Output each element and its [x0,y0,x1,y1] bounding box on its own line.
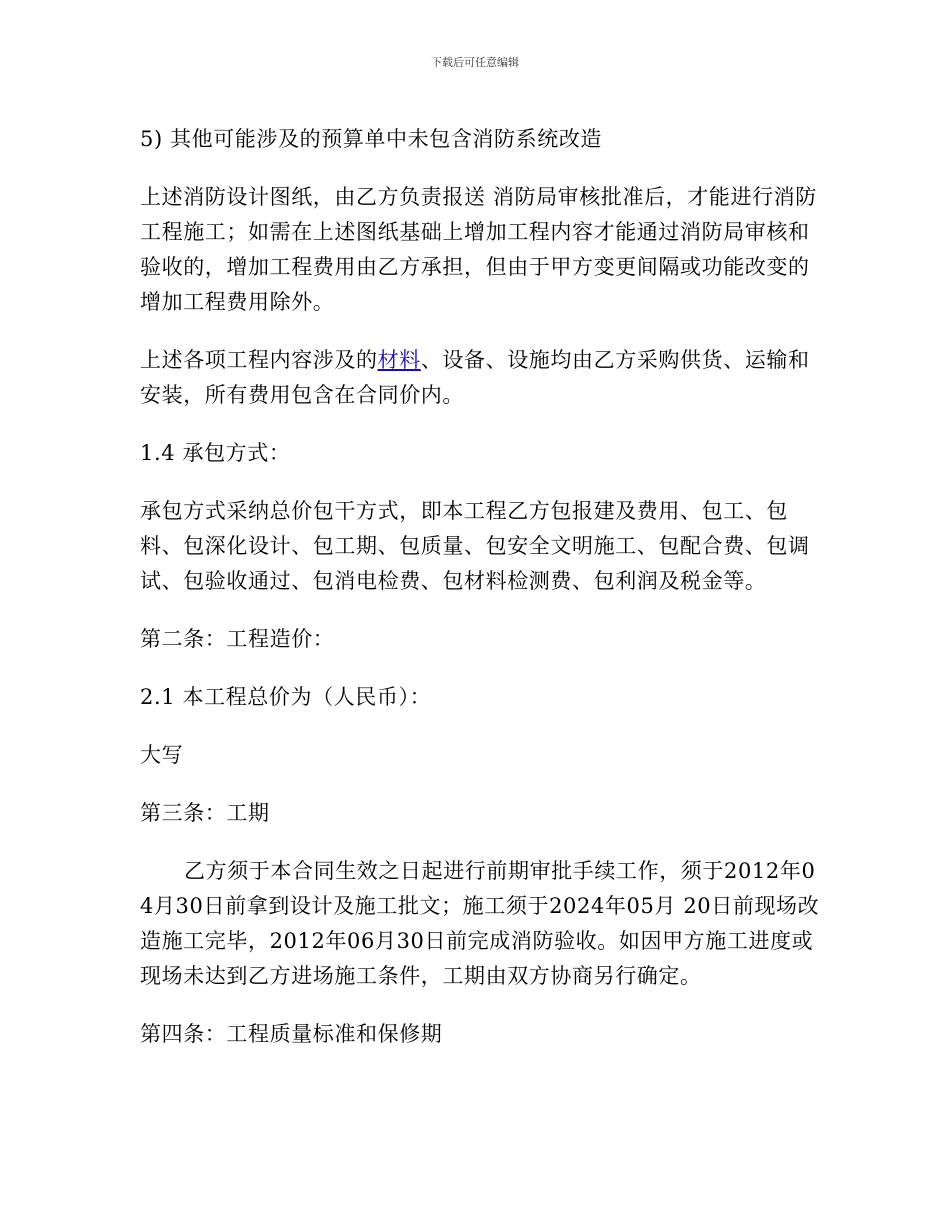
section-heading-article-3: 第三条：工期 [140,801,270,825]
page-header-note: 下载后可任意编辑 [431,56,519,69]
materials-text-after: 、设备、设施均由乙方采购供货、运输和安装，所有费用包含在合同价内。 [140,348,810,407]
paragraph-fire-system-item: 5) 其他可能涉及的预算单中未包含消防系统改造 [140,127,603,151]
section-heading-article-2: 第二条：工程造价： [140,627,335,651]
paragraph-total-price: 2.1 本工程总价为（人民币）： [140,685,432,709]
section-heading-contract-method: 1.4 承包方式： [140,441,291,465]
paragraph-materials-supply [140,343,820,413]
paragraph-amount-in-words: 大写 [140,743,184,767]
materials-link[interactable]: 材料 [377,348,421,372]
paragraph-fire-design-approval: 上述消防设计图纸，由乙方负责报送 消防局审核批准后，才能进行消防工程施工；如需在上述图纸基础上增加工程内容才能通过消防局审核和验收的，增加工程费用由乙方承担，但由于甲方变更间隔或功能改变的增加工程费用除外。 [140,185,817,314]
materials-text-before: 上述各项工程内容涉及的 [140,348,378,372]
paragraph-schedule: 乙方须于本合同生效之日起进行前期审批手续工作，须于2012年04月30日前拿到设计及施工批文；施工须于2024年05月 20日前现场改造施工完毕，2012年06月30日前完成消防验收。如因甲方施工进度或现场未达到乙方进场施工条件，工期由双方协商另行确定。 [140,859,820,988]
paragraph-contract-method: 承包方式采纳总价包干方式，即本工程乙方包报建及费用、包工、包料、包深化设计、包工期、包质量、包安全文明施工、包配合费、包调试、包验收通过、包消电检费、包材料检测费、包利润及税金等。 [140,499,810,593]
document-body [140,122,820,1075]
section-heading-article-4: 第四条：工程质量标准和保修期 [140,1022,443,1046]
